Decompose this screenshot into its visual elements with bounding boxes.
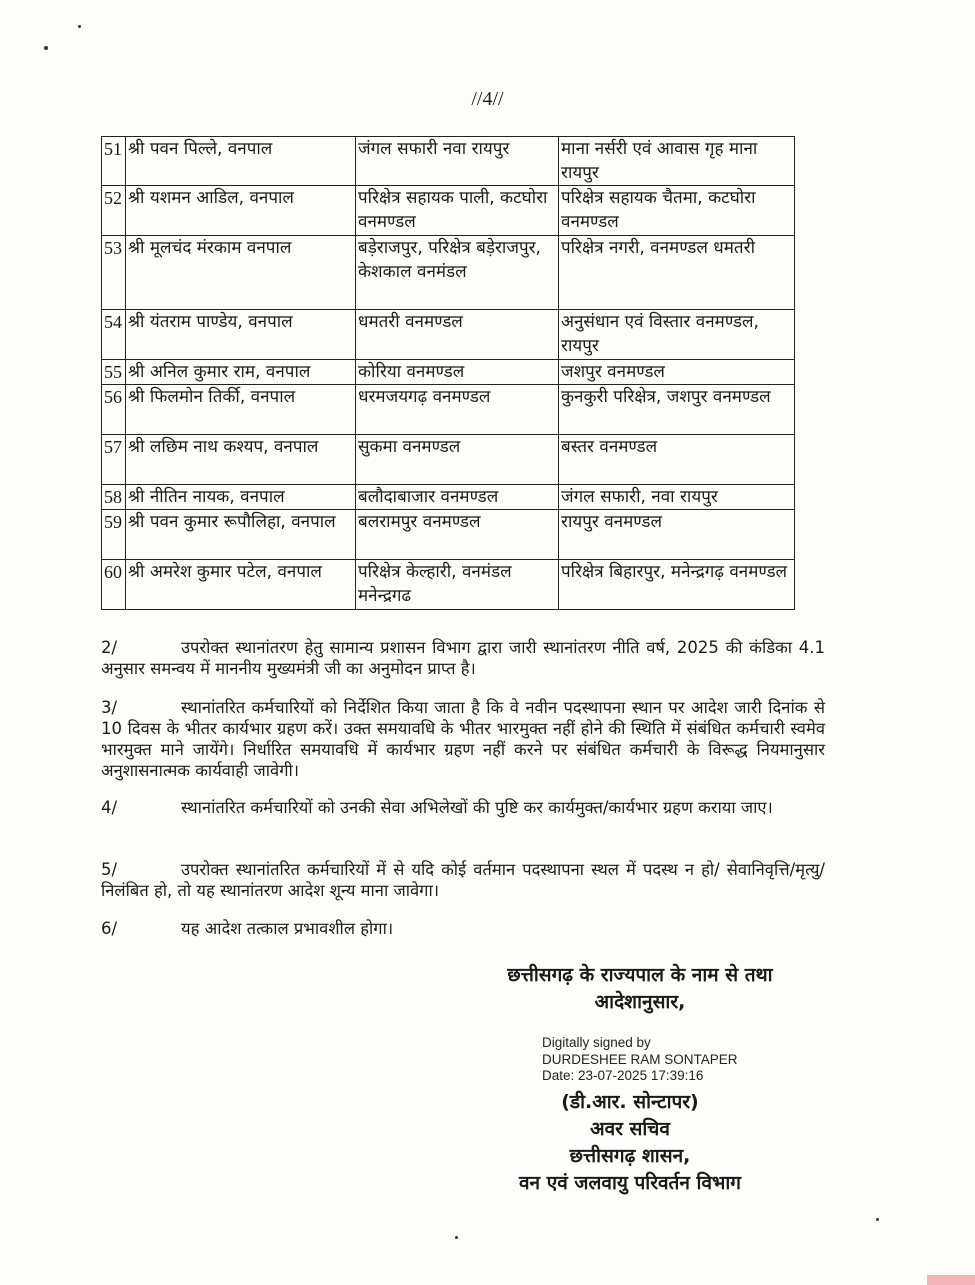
current-posting-cell: सुकमा वनमण्डल xyxy=(356,435,559,485)
paragraph-4: 4/ स्थानांतरित कर्मचारियों को उनकी सेवा अभिलेखों की पुष्टि कर कार्यमुक्त/कार्यभार ग्रहण कराया जाए। xyxy=(101,798,773,817)
officer-designation: अवर सचिव xyxy=(590,1118,670,1140)
current-posting-cell: बड़ेराजपुर, परिक्षेत्र बड़ेराजपुर, केशकाल वनमंडल xyxy=(356,236,559,310)
new-posting-cell: बस्तर वनमण्डल xyxy=(559,435,795,485)
serial-number-cell: 51 xyxy=(102,137,126,186)
current-posting-cell: कोरिया वनमण्डल xyxy=(356,360,559,385)
employee-name-cell: श्री अमरेश कुमार पटेल, वनपाल xyxy=(126,560,356,610)
paragraph-2: 2/ उपरोक्त स्थानांतरण हेतु सामान्य प्रशासन विभाग द्वारा जारी स्थानांतरण नीति वर्ष, 2025 की कंडिका 4.1 अनुसार समन्वय में माननीय मुख्यमंत्री जी का अनुमोदन प्राप्त है। xyxy=(101,638,825,678)
page-number: //4// xyxy=(471,88,504,110)
digital-sign-date: Date: 23-07-2025 17:39:16 xyxy=(542,1068,704,1083)
new-posting-cell: परिक्षेत्र नगरी, वनमण्डल धमतरी xyxy=(559,236,795,310)
officer-department: वन एवं जलवायु परिवर्तन विभाग xyxy=(518,1172,741,1194)
table-row xyxy=(102,510,795,560)
digital-signer-name: DURDESHEE RAM SONTAPER xyxy=(542,1051,738,1067)
current-posting-cell: बलौदाबाजार वनमण्डल xyxy=(356,485,559,510)
employee-name-cell: श्री अनिल कुमार राम, वनपाल xyxy=(126,360,356,385)
order-line-1: छत्तीसगढ़ के राज्यपाल के नाम से तथा xyxy=(507,964,773,986)
digital-signature xyxy=(542,1035,738,1085)
order-line-2: आदेशानुसार, xyxy=(594,991,686,1013)
new-posting-cell: अनुसंधान एवं विस्तार वनमण्डल, रायपुर xyxy=(559,310,795,360)
current-posting-cell: परिक्षेत्र केल्हारी, वनमंडल मनेन्द्रगढ xyxy=(356,560,559,610)
employee-name-cell: श्री फिलमोन तिर्की, वनपाल xyxy=(126,385,356,435)
scan-speck xyxy=(455,1236,458,1239)
employee-name-cell: श्री यशमन आडिल, वनपाल xyxy=(126,186,356,236)
serial-number-cell: 55 xyxy=(102,360,126,385)
table-row xyxy=(102,360,795,385)
paragraph-3: 3/ स्थानांतरित कर्मचारियों को निर्देशित किया जाता है कि वे नवीन पदस्थापना स्थान पर आदेश जारी दिनांक से 10 दिवस के भीतर कार्यभार ग्रहण करें। उक्त समयावधि के भीतर भारमुक्त नहीं होने की स्थिति में संबंधित कर्मचारी स्वमेव भारमुक्त माने जायेंगे। निर्धारित समयावधि में कार्यभार ग्रहण नहीं करने पर संबंधित कर्मचारी के विरूद्ध नियमानुसार अनुशासनात्मक कार्यवाही जावेगी। xyxy=(101,698,825,780)
officer-government: छत्तीसगढ़ शासन, xyxy=(569,1145,691,1167)
signing-officer xyxy=(440,1089,820,1197)
scan-speck xyxy=(78,25,81,28)
officer-name: (डी.आर. सोन्टापर) xyxy=(561,1091,699,1113)
table-row xyxy=(102,435,795,485)
employee-name-cell: श्री नीतिन नायक, वनपाल xyxy=(126,485,356,510)
employee-name-cell: श्री मूलचंद मंरकाम वनपाल xyxy=(126,236,356,310)
new-posting-cell: परिक्षेत्र बिहारपुर, मनेन्द्रगढ़ वनमण्डल xyxy=(559,560,795,610)
serial-number-cell: 52 xyxy=(102,186,126,236)
digital-signed-by: Digitally signed by xyxy=(542,1035,651,1050)
current-posting-cell: बलरामपुर वनमण्डल xyxy=(356,510,559,560)
current-posting-cell: जंगल सफारी नवा रायपुर xyxy=(356,137,559,186)
serial-number-cell: 57 xyxy=(102,435,126,485)
table-row xyxy=(102,485,795,510)
table-row xyxy=(102,385,795,435)
new-posting-cell: परिक्षेत्र सहायक चैतमा, कटघोरा वनमण्डल xyxy=(559,186,795,236)
serial-number-cell: 58 xyxy=(102,485,126,510)
transfer-table xyxy=(101,136,795,610)
serial-number-cell: 60 xyxy=(102,560,126,610)
corner-mark xyxy=(927,1275,975,1285)
table-row xyxy=(102,560,795,610)
current-posting-cell: धमतरी वनमण्डल xyxy=(356,310,559,360)
current-posting-cell: धरमजयगढ़ वनमण्डल xyxy=(356,385,559,435)
new-posting-cell: जंगल सफारी, नवा रायपुर xyxy=(559,485,795,510)
table-row xyxy=(102,137,795,186)
current-posting-cell: परिक्षेत्र सहायक पाली, कटघोरा वनमण्डल xyxy=(356,186,559,236)
employee-name-cell: श्री पवन पिल्ले, वनपाल xyxy=(126,137,356,186)
serial-number-cell: 53 xyxy=(102,236,126,310)
employee-name-cell: श्री पवन कुमार रूपौलिहा, वनपाल xyxy=(126,510,356,560)
table-row xyxy=(102,236,795,310)
new-posting-cell: जशपुर वनमण्डल xyxy=(559,360,795,385)
employee-name-cell: श्री लछिम नाथ कश्यप, वनपाल xyxy=(126,435,356,485)
scan-speck xyxy=(44,46,48,50)
paragraph-6: 6/ यह आदेश तत्काल प्रभावशील होगा। xyxy=(101,919,394,938)
table-row xyxy=(102,186,795,236)
order-authority xyxy=(440,962,840,1016)
employee-name-cell: श्री यंतराम पाण्डेय, वनपाल xyxy=(126,310,356,360)
new-posting-cell: कुनकुरी परिक्षेत्र, जशपुर वनमण्डल xyxy=(559,385,795,435)
serial-number-cell: 54 xyxy=(102,310,126,360)
new-posting-cell: रायपुर वनमण्डल xyxy=(559,510,795,560)
paragraph-5: 5/ उपरोक्त स्थानांतरित कर्मचारियों में से यदि कोई वर्तमान पदस्थापना स्थल में पदस्थ न हो/ सेवानिवृत्ति/मृत्यु/निलंबित हो, तो यह स्थानांतरण आदेश शून्य माना जावेगा। xyxy=(101,860,825,900)
new-posting-cell: माना नर्सरी एवं आवास गृह माना रायपुर xyxy=(559,137,795,186)
serial-number-cell: 59 xyxy=(102,510,126,560)
serial-number-cell: 56 xyxy=(102,385,126,435)
scan-speck xyxy=(876,1218,879,1221)
table-row xyxy=(102,310,795,360)
